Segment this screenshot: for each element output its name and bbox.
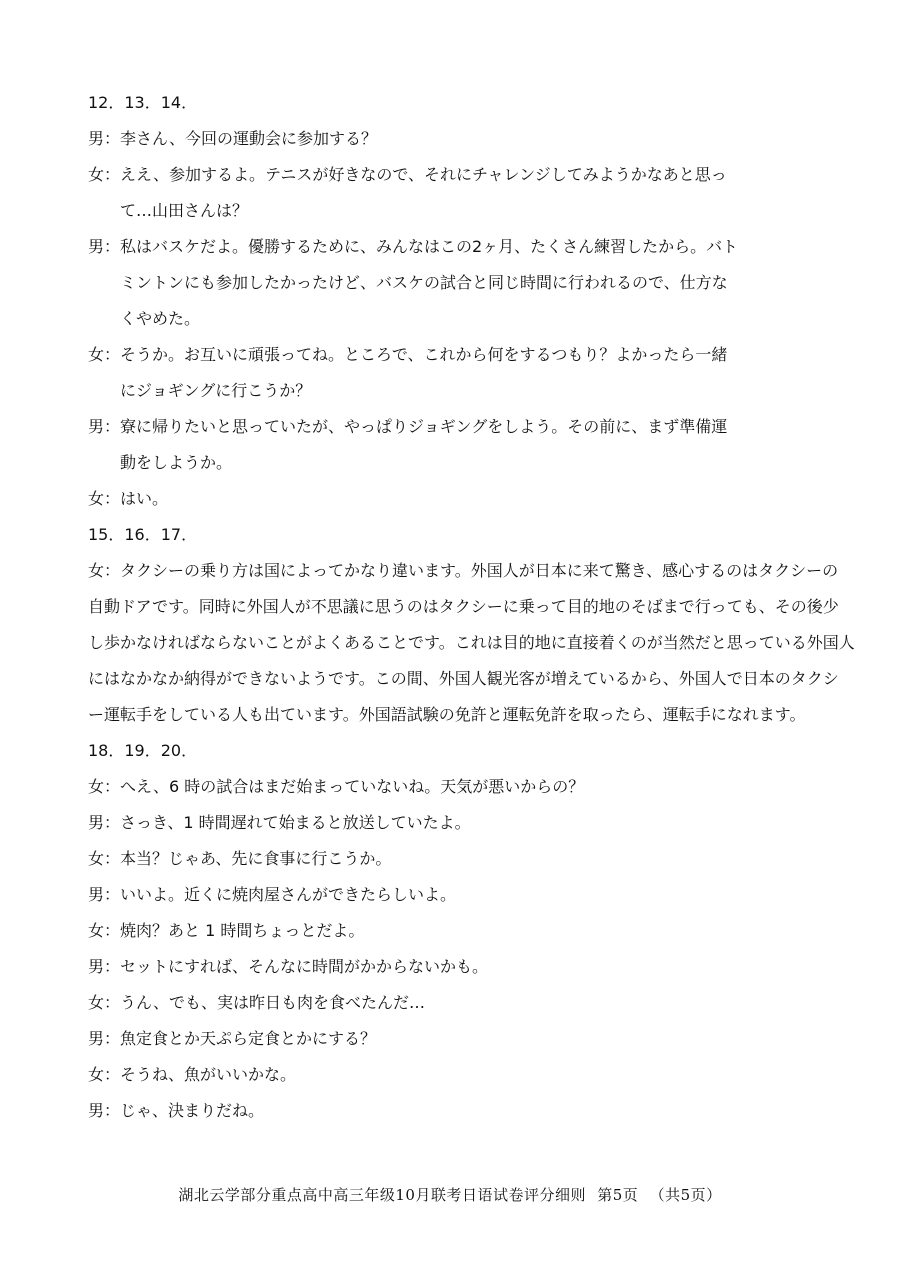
dialogue-line-continuation: くやめた。 bbox=[120, 309, 201, 328]
dialogue-turn bbox=[88, 157, 818, 229]
paragraph-line: ー運転手をしている人も出ています。外国語試験の免許と運転免許を取ったら、運転手になれます。 bbox=[88, 705, 806, 724]
dialogue-line: 男：私はバスケだよ。優勝するために、みんなはこの2ヶ月、たくさん練習したから。バト bbox=[88, 237, 738, 256]
dialogue-turn bbox=[88, 337, 818, 409]
footer-page-number: 第5页 bbox=[597, 1186, 639, 1204]
dialogue-line: 男：寮に帰りたいと思っていたが、やっぱりジョギングをしよう。その前に、まず準備運 bbox=[88, 417, 728, 436]
dialogue-line-continuation: にジョギングに行こうか？ bbox=[120, 381, 312, 400]
monologue-paragraph bbox=[88, 553, 855, 733]
dialogue-line: 男：いいよ。近くに焼肉屋さんができたらしいよ。 bbox=[88, 885, 457, 904]
dialogue-line: 女：そうか。お互いに頑張ってね。ところで、これから何をするつもり？よかったら一緒 bbox=[88, 345, 728, 364]
dialogue-line: 男：魚定食とか天ぷら定食とかにする？ bbox=[88, 1029, 377, 1048]
page-footer bbox=[0, 1184, 900, 1206]
footer-title: 湖北云学部分重点高中高三年级10月联考日语试卷评分细则 bbox=[178, 1186, 586, 1204]
footer-page-total: （共5页） bbox=[649, 1186, 722, 1204]
dialogue-line: 女：はい。 bbox=[88, 489, 169, 508]
paragraph-line: 女：タクシーの乗り方は国によってかなり違います。外国人が日本に来て驚き、感心するのはタクシーの bbox=[88, 561, 839, 580]
dialogue-line: 男：さっき、1 時間遅れて始まると放送していたよ。 bbox=[88, 813, 471, 832]
question-number-15-17: 15．16．17． bbox=[88, 525, 198, 544]
dialogue-line: 男：李さん、今回の運動会に参加する？ bbox=[88, 129, 377, 148]
dialogue-line-continuation: 動をしようか。 bbox=[120, 453, 233, 472]
dialogue-line-continuation: ミントンにも参加したかったけど、バスケの試合と同じ時間に行われるので、仕方な bbox=[120, 273, 728, 292]
dialogue-line: 女：ええ、参加するよ。テニスが好きなので、それにチャレンジしてみようかなあと思っ bbox=[88, 165, 727, 184]
question-number-12-14: 12．13．14． bbox=[88, 93, 198, 112]
dialogue-turn bbox=[88, 229, 818, 337]
dialogue-turn bbox=[88, 409, 818, 481]
question-number-18-20: 18．19．20． bbox=[88, 741, 198, 760]
dialogue-line: 女：本当？じゃあ、先に食事に行こうか。 bbox=[88, 849, 392, 868]
dialogue-turn bbox=[88, 121, 818, 157]
dialogue-line: 男：じゃ、決まりだね。 bbox=[88, 1101, 265, 1120]
paragraph-line: 自動ドアです。同時に外国人が不思議に思うのはタクシーに乗って目的地のそばまで行っても、その後少 bbox=[88, 597, 839, 616]
paragraph-line: にはなかなか納得ができないようです。この間、外国人観光客が増えているから、外国人で日本のタクシ bbox=[88, 669, 839, 688]
dialogue-line: 男：セットにすれば、そんなに時間がかからないかも。 bbox=[88, 957, 489, 976]
document-content bbox=[88, 85, 855, 1129]
dialogue-line: 女：焼肉？あと 1 時間ちょっとだよ。 bbox=[88, 921, 365, 940]
dialogue-line: 女：へえ、6 時の試合はまだ始まっていないね。天気が悪いからの？ bbox=[88, 777, 585, 796]
dialogue-line-continuation: て…山田さんは？ bbox=[120, 201, 249, 220]
dialogue-turn bbox=[88, 481, 818, 517]
dialogue-line: 女：そうね、魚がいいかな。 bbox=[88, 1065, 297, 1084]
paragraph-line: し歩かなければならないことがよくあることです。これは目的地に直接着くのが当然だと思っている外国人 bbox=[88, 633, 855, 652]
dialogue-line: 女：うん、でも、実は昨日も肉を食べたんだ… bbox=[88, 993, 425, 1012]
